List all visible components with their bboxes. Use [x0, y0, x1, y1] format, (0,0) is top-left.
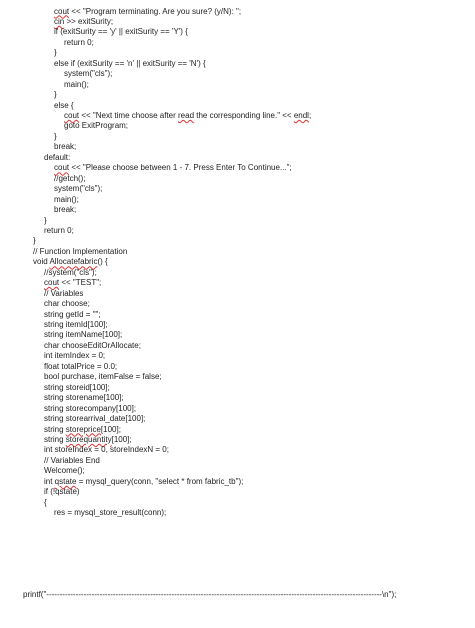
code-line	[64, 111, 311, 121]
code-line	[44, 268, 97, 278]
spellcheck-flagged-word: qstate	[54, 476, 77, 486]
code-line	[33, 236, 36, 246]
code-text: if (exitSurity == 'y' || exitSurity == 'Y') {	[54, 27, 188, 37]
code-text: }	[44, 215, 47, 225]
code-text: goto ExitProgram;	[64, 121, 129, 131]
code-line	[33, 257, 108, 267]
code-line	[44, 477, 243, 487]
code-text: char choose;	[44, 299, 90, 309]
spellcheck-flagged-word: cout	[54, 163, 70, 173]
spellcheck-flagged-word: cout	[64, 111, 80, 120]
code-text: string storecompany[100];	[44, 403, 137, 413]
code-line	[33, 247, 127, 257]
code-line	[44, 330, 122, 340]
code-text: << "Program terminating. Are you sure? (y/N): ";	[69, 6, 242, 16]
code-text: // Function Implementation	[33, 246, 128, 256]
code-line	[64, 69, 112, 79]
spellcheck-flagged-word: storequantity	[65, 434, 112, 444]
code-line	[54, 27, 188, 37]
code-text: = mysql_query(conn, "select * from fabric_tb");	[76, 476, 244, 486]
code-text: string itemId[100];	[44, 320, 108, 329]
code-text: // Variables	[44, 288, 84, 298]
code-line	[44, 466, 85, 476]
code-text: else if (exitSurity == 'n' || exitSurity == 'N') {	[54, 58, 206, 68]
code-line	[54, 101, 74, 111]
code-text: return 0;	[64, 37, 94, 47]
code-line	[44, 404, 136, 414]
code-text: main();	[64, 79, 89, 89]
code-line	[64, 121, 128, 131]
code-line	[44, 445, 169, 455]
code-text: }	[54, 90, 57, 100]
code-text: main();	[54, 194, 79, 204]
spellcheck-flagged-word: read	[178, 111, 195, 120]
code-line	[54, 174, 86, 184]
spellcheck-flagged-word: endl	[293, 111, 309, 120]
code-text: bool purchase, itemFalse = false;	[44, 372, 162, 382]
code-line	[54, 508, 166, 518]
code-line	[54, 195, 79, 205]
code-text: system("cls");	[64, 69, 113, 79]
code-text: << "TEST";	[59, 278, 102, 288]
printf-separator-line: printf("------------------------------------------------------------------------------------------------------------------------------\n");	[23, 590, 397, 599]
spellcheck-flagged-word: cout	[44, 278, 60, 288]
code-text: int	[44, 476, 55, 486]
code-line	[44, 310, 101, 320]
code-line	[44, 320, 108, 330]
code-text: else {	[54, 100, 74, 110]
code-text: }	[33, 236, 36, 246]
code-line	[44, 289, 83, 299]
code-text: int itemIndex = 0;	[44, 351, 106, 361]
code-line	[44, 351, 105, 361]
code-text: }	[54, 48, 57, 58]
code-text: char chooseEditOrAllocate;	[44, 340, 141, 350]
code-line	[44, 341, 141, 351]
code-text: string	[44, 434, 66, 444]
code-line	[44, 487, 80, 497]
code-text: string itemName[100];	[44, 330, 123, 340]
code-text: int storeIndex = 0, storeIndexN = 0;	[44, 445, 169, 455]
code-text: if (!qstate)	[44, 487, 80, 497]
code-text: //system("cls");	[44, 267, 97, 277]
code-line	[64, 80, 89, 90]
code-text: system("cls");	[54, 184, 103, 194]
code-text: break;	[54, 142, 77, 152]
code-text: //getch();	[54, 173, 86, 183]
code-text: res = mysql_store_result(conn);	[54, 508, 167, 518]
code-text: // Variables End	[44, 455, 100, 465]
code-line	[54, 205, 76, 215]
code-text: [100];	[100, 424, 121, 434]
code-text: break;	[54, 205, 77, 215]
code-text: void	[33, 257, 50, 267]
code-line	[54, 48, 57, 58]
code-text: string getId = "";	[44, 309, 101, 319]
code-line	[44, 414, 145, 424]
code-line	[54, 17, 113, 27]
code-line	[54, 184, 102, 194]
spellcheck-flagged-word: Allocatefabric	[49, 257, 98, 267]
code-text: default:	[44, 152, 71, 162]
code-line	[54, 132, 57, 142]
code-text: {	[44, 497, 47, 507]
code-text: ;	[308, 111, 312, 120]
code-line	[44, 216, 47, 226]
code-line	[44, 153, 70, 163]
spellcheck-flagged-word: cout	[54, 6, 70, 16]
code-line	[44, 383, 110, 393]
code-text: float totalPrice = 0.0;	[44, 361, 118, 371]
code-line	[54, 142, 76, 152]
code-text: string storename[100];	[44, 393, 124, 403]
code-text: }	[54, 131, 57, 141]
code-text: Welcome();	[44, 466, 85, 476]
code-line	[44, 435, 132, 445]
code-line	[44, 226, 74, 236]
code-text: () {	[97, 257, 108, 267]
code-line	[44, 299, 90, 309]
spellcheck-flagged-word: cin	[54, 16, 65, 26]
spellcheck-flagged-word: storeprice	[65, 424, 101, 434]
code-line	[44, 425, 121, 435]
code-text: string storearrival_date[100];	[44, 414, 146, 424]
code-line	[54, 163, 292, 173]
code-text: string	[44, 424, 66, 434]
code-line	[64, 38, 94, 48]
code-text: the corresponding line." <<	[194, 111, 294, 120]
code-text: string storeid[100];	[44, 382, 110, 392]
code-line	[44, 393, 124, 403]
code-text: >> exitSurity;	[64, 16, 114, 26]
code-text: [100];	[111, 434, 132, 444]
code-line	[54, 90, 57, 100]
code-line	[44, 278, 101, 288]
code-line	[44, 498, 47, 508]
code-text: << "Next time choose after	[79, 111, 179, 120]
code-text: return 0;	[44, 225, 74, 235]
code-text: << "Please choose between 1 - 7. Press Enter To Continue...";	[69, 163, 292, 173]
code-line	[44, 372, 162, 382]
code-line	[44, 362, 117, 372]
code-line	[54, 59, 206, 69]
code-line	[44, 456, 100, 466]
code-line	[54, 7, 241, 17]
